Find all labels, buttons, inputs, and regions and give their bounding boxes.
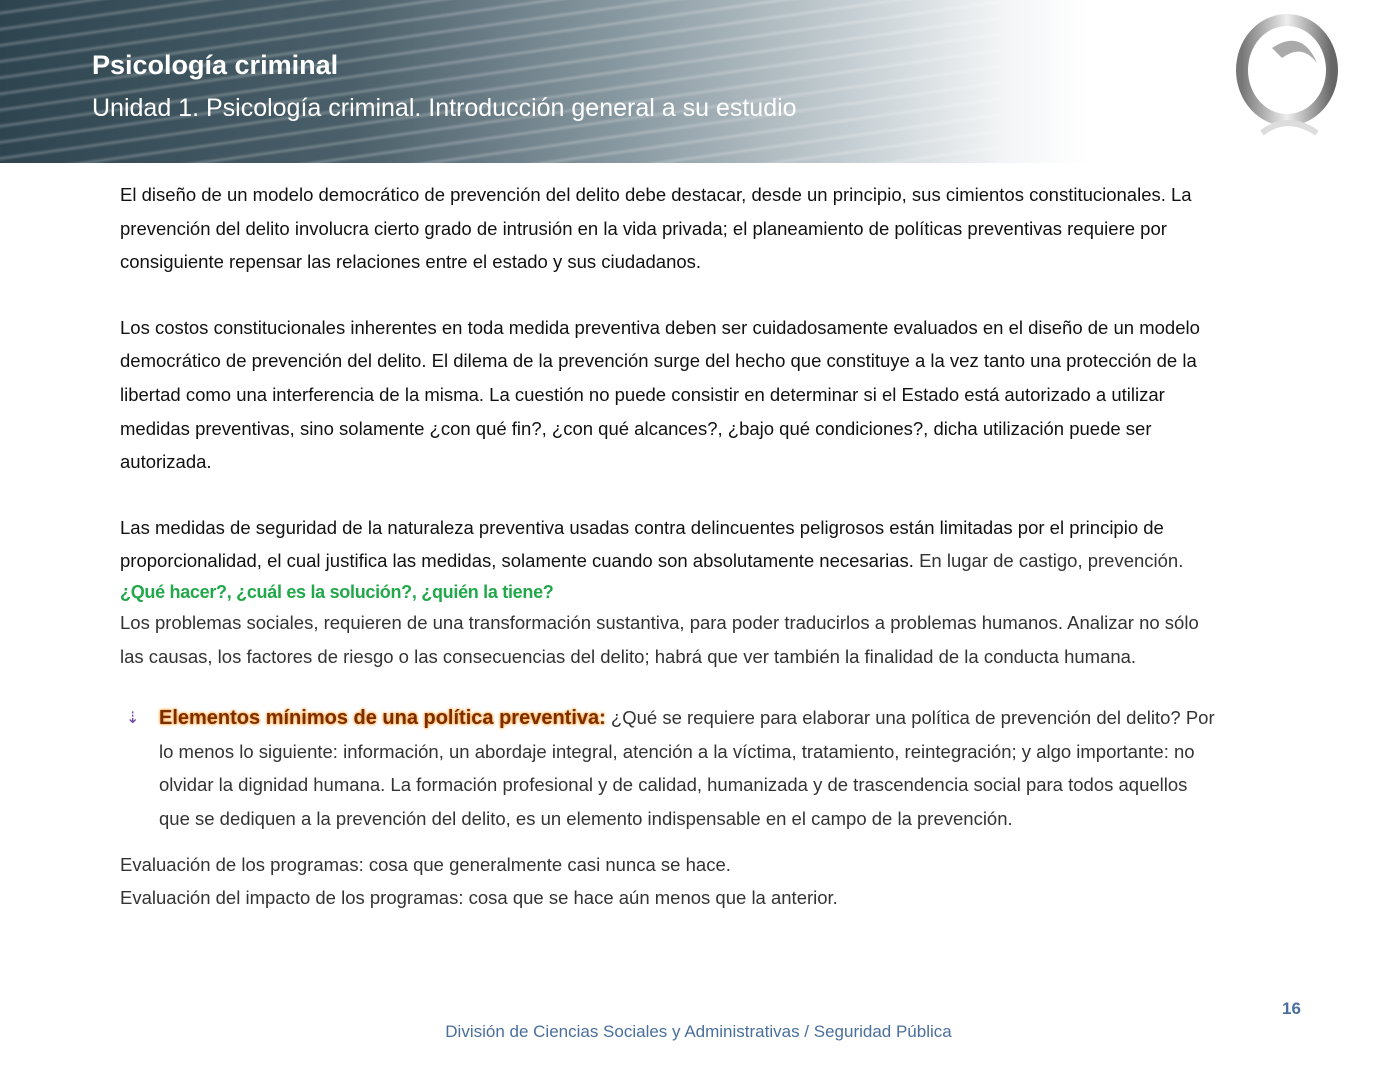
paragraph-2 bbox=[120, 311, 1300, 479]
text-line: consiguiente repensar las relaciones entre el estado y sus ciudadanos. bbox=[120, 251, 702, 273]
text-line: que se dediquen a la prevención del delito, es un elemento indispensable en el campo de la prevención. bbox=[159, 807, 1013, 829]
text-line: lo menos lo siguiente: información, un abordaje integral, atención a la víctima, tratamiento, reintegración; y algo importante: no bbox=[159, 740, 1195, 762]
text-line: ¿Qué se requiere para elaborar una política de prevención del delito? Por bbox=[610, 707, 1215, 729]
page-title: Psicología criminal bbox=[92, 50, 339, 80]
text-line: autorizada. bbox=[120, 451, 212, 473]
text-line: libertad como una interferencia de la misma. La cuestión no puede consistir en determinar si el Estado está autorizado a utilizar bbox=[120, 383, 1165, 405]
text-line: Los problemas sociales, requieren de una transformación sustantiva, para poder traducirlos a problemas humanos. Analizar no sólo bbox=[120, 611, 1199, 633]
text-line: proporcionalidad, el cual justifica las medidas, solamente cuando son absolutamente necesarias. bbox=[120, 550, 914, 572]
text-line: Evaluación de los programas: cosa que generalmente casi nunca se hace. bbox=[120, 853, 731, 875]
paragraph-3 bbox=[120, 511, 1300, 578]
text-line: El diseño de un modelo democrático de prevención del delito debe destacar, desde un principio, sus cimientos constitucionales. La bbox=[120, 184, 1192, 205]
footer-text: División de Ciencias Sociales y Administrativas / Seguridad Pública bbox=[445, 1022, 952, 1041]
page-number: 16 bbox=[1282, 999, 1301, 1018]
text-line: las causas, los factores de riesgo o las consecuencias del delito; habrá que ver también la finalidad de la conducta humana. bbox=[120, 645, 1137, 667]
arrow-down-bullet-icon: ⇣ bbox=[126, 710, 140, 728]
text-tail: En lugar de castigo, prevención. bbox=[919, 550, 1184, 572]
question-highlight: ¿Qué hacer?, ¿cuál es la solución?, ¿quién la tiene? bbox=[120, 581, 554, 602]
slide-body bbox=[120, 178, 1300, 915]
text-line: olvidar la dignidad humana. La formación profesional y de calidad, humanizada y de trascendencia social para todos aquellos bbox=[159, 774, 1188, 796]
text-line: Evaluación del impacto de los programas: cosa que se hace aún menos que la anterior. bbox=[120, 887, 838, 909]
text-line: medidas preventivas, sino solamente ¿con qué fin?, ¿con qué alcances?, ¿bajo qué condiciones?, dicha utilización puede ser bbox=[120, 417, 1152, 439]
text-line: prevención del delito involucra cierto grado de intrusión en la vida privada; el planeamiento de políticas preventivas requiere por bbox=[120, 217, 1167, 239]
text-line: Los costos constitucionales inherentes en toda medida preventiva deben ser cuidadosamente evaluados en el diseño de un modelo bbox=[120, 316, 1200, 338]
bullet-item bbox=[120, 701, 1300, 835]
paragraph-1 bbox=[120, 178, 1300, 279]
header-banner bbox=[0, 0, 1397, 163]
bullet-heading: Elementos mínimos de una política preventiva: bbox=[159, 707, 606, 730]
wave-pattern bbox=[0, 0, 1000, 163]
text-line: democrático de prevención del delito. El dilema de la prevención surge del hecho que constituye a la vez tanto una protección de la bbox=[120, 350, 1197, 372]
institution-logo-icon bbox=[1232, 8, 1352, 148]
paragraph-4 bbox=[120, 606, 1300, 673]
evaluation-notes bbox=[120, 848, 1300, 915]
page-subtitle: Unidad 1. Psicología criminal. Introducción general a su estudio bbox=[92, 94, 797, 122]
text-line: Las medidas de seguridad de la naturaleza preventiva usadas contra delincuentes peligrosos están limitadas por el principio de bbox=[120, 516, 1164, 538]
